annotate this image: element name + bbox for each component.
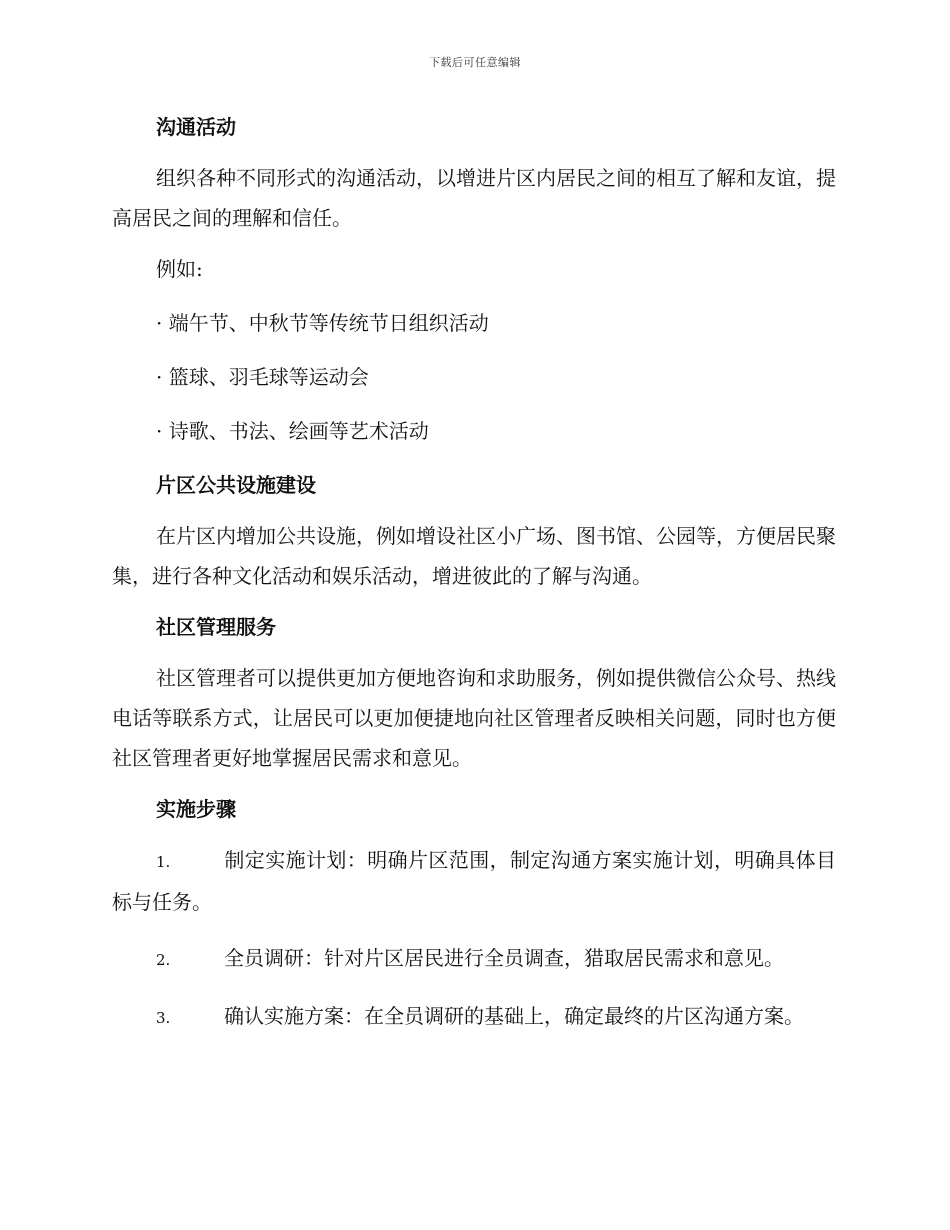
service-paragraph: 社区管理者可以提供更加方便地咨询和求助服务，例如提供微信公众号、热线电话等联系方式，让居民可以更加便捷地向社区管理者反映相关问题，同时也方便社区管理者更好地掌握居民需求和意见。 [112, 666, 836, 770]
document-body [112, 112, 836, 1038]
step-number: 1. [156, 853, 171, 871]
section-title-service: 社区管理服务 [156, 615, 276, 639]
step-text: 全员调研：针对片区居民进行全员调查，猎取居民需求和意见。 [224, 946, 784, 970]
step-text: 制定实施计划：明确片区范围，制定沟通方案实施计划，明确具体目标与任务。 [112, 848, 836, 914]
section-title-facilities: 片区公共设施建设 [156, 473, 316, 497]
step-number: 3. [156, 1009, 171, 1027]
step-item [112, 840, 836, 922]
step-text: 确认实施方案：在全员调研的基础上，确定最终的片区沟通方案。 [224, 1004, 804, 1028]
section-title-communication: 沟通活动 [156, 115, 236, 139]
bullet-item: · 端午节、中秋节等传统节日组织活动 [156, 311, 489, 335]
step-item [112, 938, 836, 980]
step-item [112, 996, 836, 1038]
bullet-item: · 篮球、羽毛球等运动会 [156, 365, 369, 389]
communication-paragraph: 组织各种不同形式的沟通活动，以增进片区内居民之间的相互了解和友谊，提高居民之间的理解和信任。 [112, 166, 836, 230]
section-title-steps: 实施步骤 [156, 797, 236, 821]
facilities-paragraph: 在片区内增加公共设施，例如增设社区小广场、图书馆、公园等，方便居民聚集，进行各种文化活动和娱乐活动，增进彼此的了解与沟通。 [112, 524, 836, 588]
bullet-item: · 诗歌、书法、绘画等艺术活动 [156, 419, 429, 443]
step-number: 2. [156, 951, 171, 969]
example-label: 例如: [156, 257, 203, 281]
page-header-note: 下载后可任意编辑 [429, 56, 521, 69]
